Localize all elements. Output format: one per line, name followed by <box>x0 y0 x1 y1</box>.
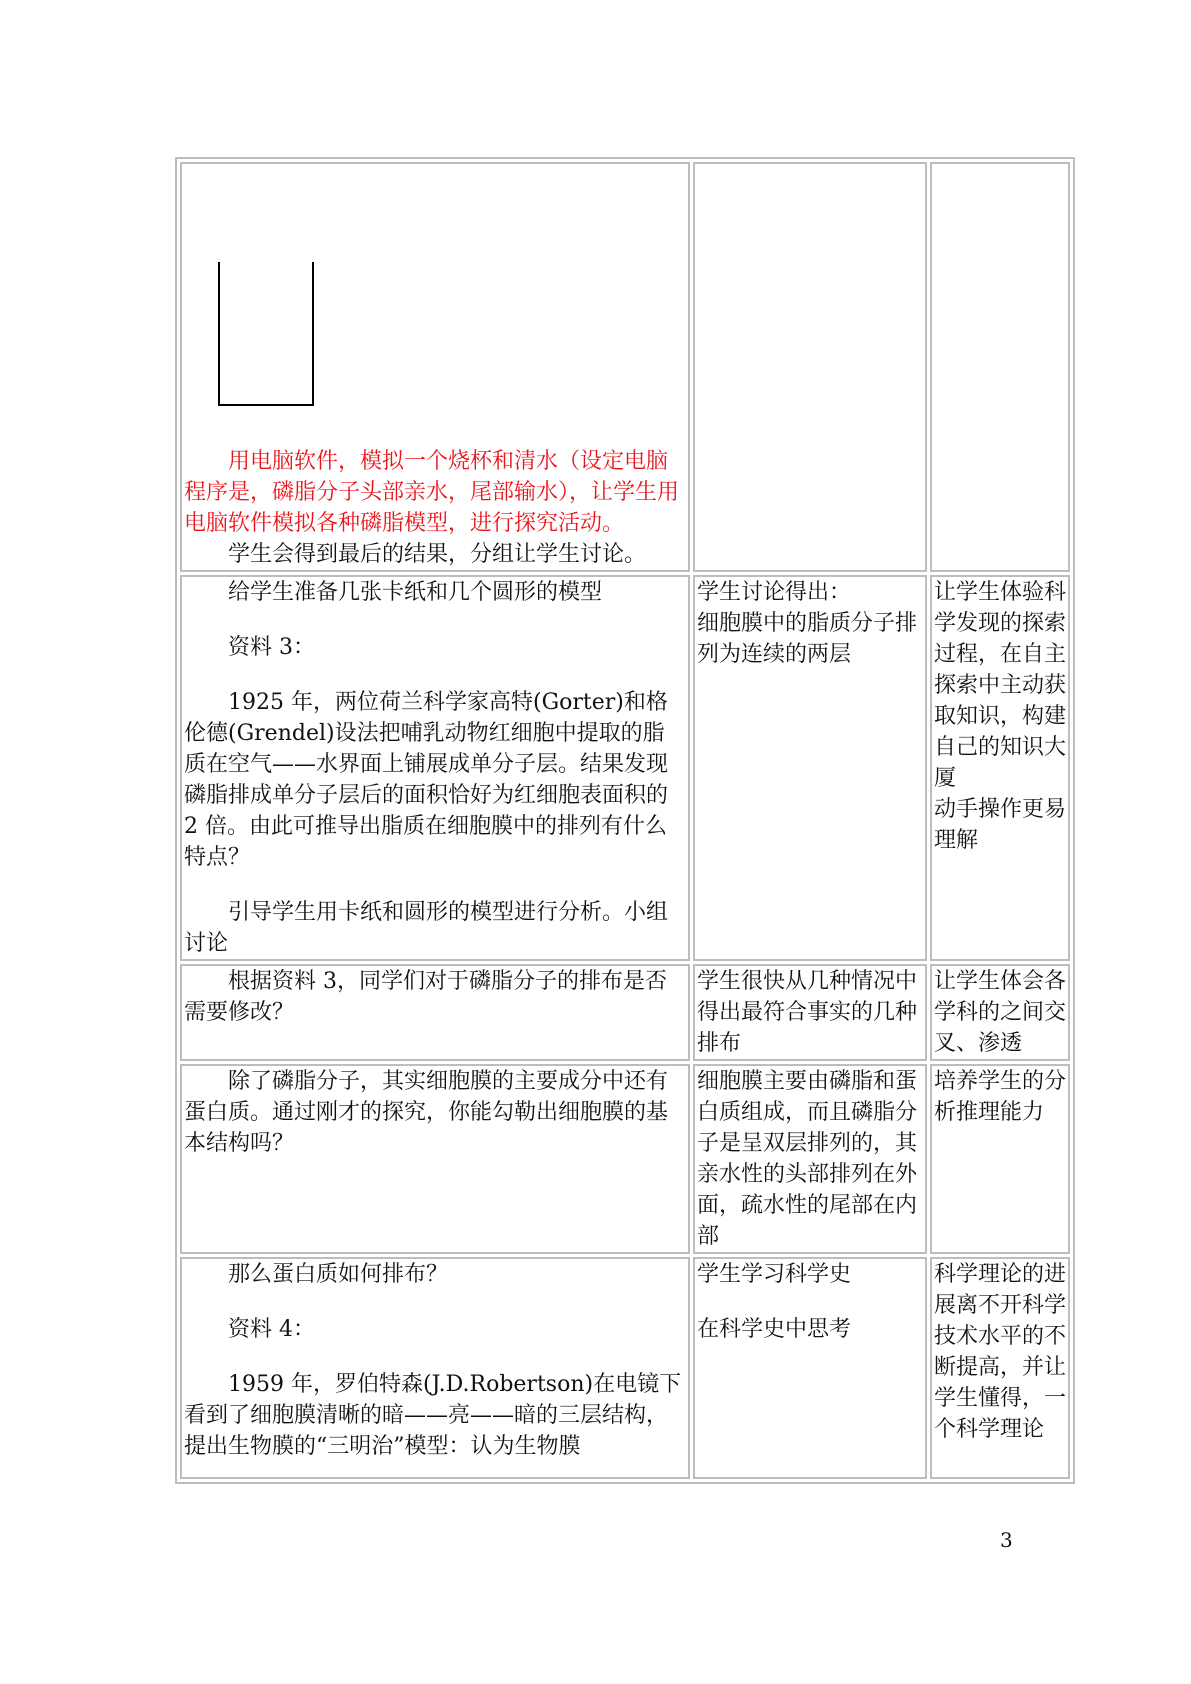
beaker-drawing <box>218 262 314 406</box>
table-cell <box>180 964 690 1061</box>
table-cell <box>180 1064 690 1254</box>
page-number: 3 <box>1000 1528 1013 1552</box>
paragraph: 动手操作更易理解 <box>934 797 1067 853</box>
table-cell <box>930 1257 1070 1479</box>
paragraph: 1925 年，两位荷兰科学家高特(Gorter)和格伦德(Grendel)设法把哺乳动物红细胞中提取的脂质在空气——水界面上铺展成单分子层。结果发现磷脂排成单分子层后的面积恰好为红细胞表面积的 2 倍。由此可推导出脂质在细胞膜中的排列有什么特点？ <box>184 690 669 870</box>
table-cell <box>930 1064 1070 1254</box>
paragraph: 学生会得到最后的结果，分组让学生讨论。 <box>228 542 647 567</box>
paragraph: 让学生体会各学科的之间交叉、渗透 <box>934 969 1067 1056</box>
table-row <box>180 575 1070 961</box>
table-cell <box>180 575 690 961</box>
paragraph: 除了磷脂分子，其实细胞膜的主要成分中还有蛋白质。通过刚才的探究，你能勾勒出细胞膜的基本结构吗？ <box>184 1069 669 1156</box>
paragraph: 让学生体验科学发现的探索过程，在自主探索中主动获取知识，构建自己的知识大厦 <box>934 580 1067 791</box>
paragraph: 培养学生的分析推理能力 <box>934 1069 1067 1125</box>
paragraph: 给学生准备几张卡纸和几个圆形的模型 <box>228 580 603 605</box>
table-cell <box>693 575 927 961</box>
paragraph: 细胞膜主要由磷脂和蛋白质组成，而且磷脂分子是呈双层排列的，其亲水性的头部排列在外面，疏水性的尾部在内部 <box>697 1069 918 1249</box>
paragraph: 细胞膜中的脂质分子排列为连续的两层 <box>697 611 918 667</box>
table-row <box>180 1257 1070 1479</box>
paragraph: 资料 3： <box>228 635 315 660</box>
paragraph: 学生学习科学史 <box>697 1262 852 1287</box>
paragraph: 学生讨论得出： <box>697 580 852 605</box>
table-cell <box>693 964 927 1061</box>
paragraph: 1959 年，罗伯特森(J.D.Robertson)在电镜下看到了细胞膜清晰的暗——亮——暗的三层结构，提出生物膜的“三明治”模型：认为生物膜 <box>184 1372 682 1459</box>
paragraph: 那么蛋白质如何排布？ <box>228 1262 449 1287</box>
table-cell <box>693 162 927 572</box>
table-cell <box>180 1257 690 1479</box>
table-cell <box>693 1064 927 1254</box>
paragraph: 用电脑软件，模拟一个烧杯和清水（设定电脑程序是，磷脂分子头部亲水，尾部输水），让学生用电脑软件模拟各种磷脂模型，进行探究活动。 <box>184 449 680 536</box>
table-cell <box>930 575 1070 961</box>
paragraph: 科学理论的进展离不开科学技术水平的不断提高，并让学生懂得，一个科学理论 <box>934 1262 1067 1442</box>
table-cell <box>930 964 1070 1061</box>
paragraph: 根据资料 3，同学们对于磷脂分子的排布是否需要修改？ <box>184 969 667 1025</box>
table-cell <box>180 162 690 572</box>
paragraph: 资料 4： <box>228 1317 315 1342</box>
table-cell <box>930 162 1070 572</box>
paragraph: 引导学生用卡纸和圆形的模型进行分析。小组讨论 <box>184 900 669 956</box>
table-row <box>180 1064 1070 1254</box>
table-row <box>180 162 1070 572</box>
table-row <box>180 964 1070 1061</box>
lesson-table <box>175 157 1075 1484</box>
paragraph: 学生很快从几种情况中得出最符合事实的几种排布 <box>697 969 918 1056</box>
paragraph: 在科学史中思考 <box>697 1317 852 1342</box>
table-cell <box>693 1257 927 1479</box>
